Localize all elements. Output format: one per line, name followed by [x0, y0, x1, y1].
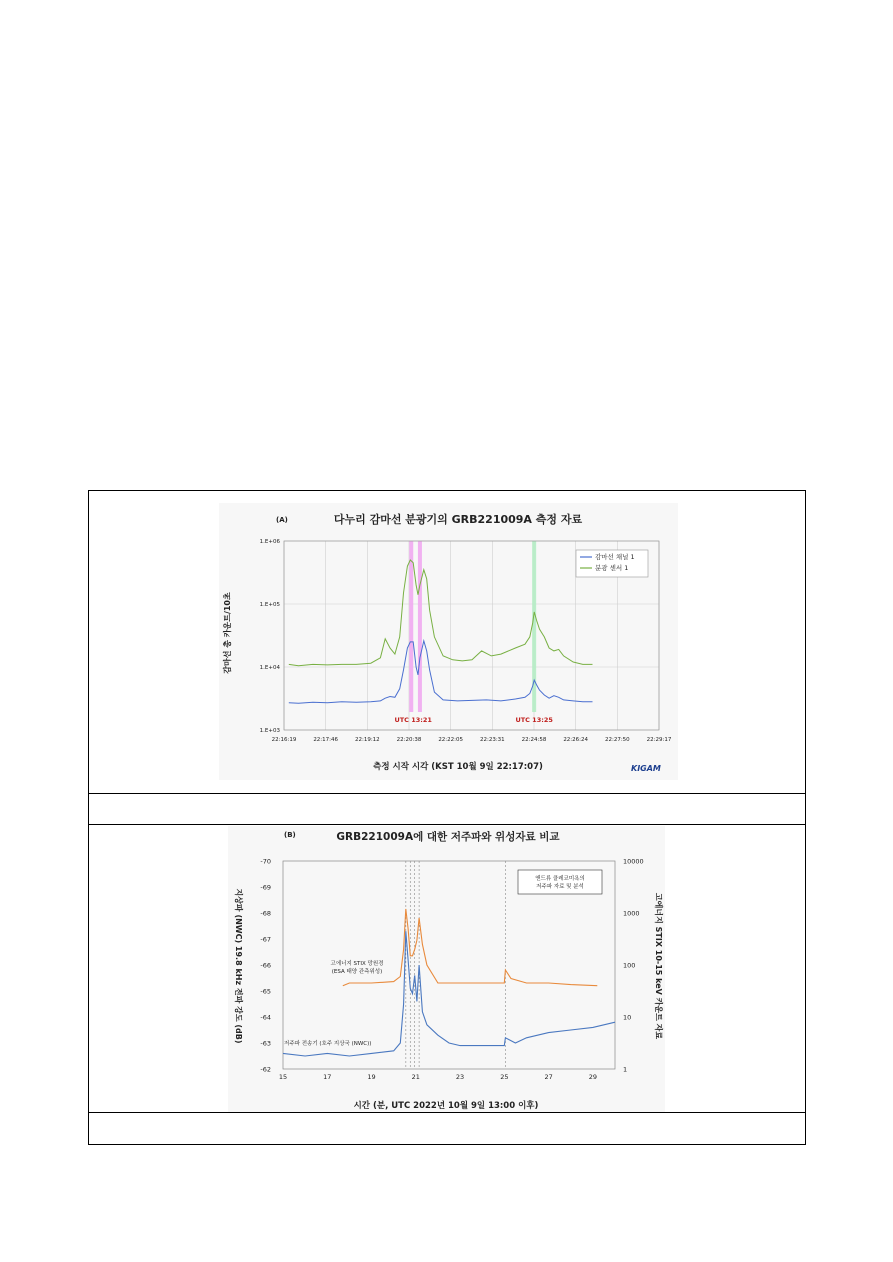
x-tick-label: 22:22:05 — [438, 737, 464, 743]
x-tick-label: 22:24:58 — [521, 737, 547, 743]
x-tick-label: 21 — [411, 1073, 420, 1081]
y-right-tick-label: 10000 — [623, 857, 644, 866]
chart-a-highlight-bands — [409, 541, 536, 712]
chart-a-legend — [576, 550, 648, 577]
y-right-tick-label: 100 — [623, 961, 636, 970]
chart-b-xlabel: 시간 (분, UTC 2022년 10월 9일 13:00 이후) — [353, 1101, 539, 1111]
y-tick-label: 1.E+06 — [259, 539, 280, 545]
x-tick-label: 22:19:12 — [354, 737, 380, 743]
y-left-tick-label: -70 — [260, 857, 271, 866]
chart-b-annotations — [284, 870, 602, 1047]
vlf-series-line — [283, 931, 615, 1056]
chart-b-title: GRB221009A에 대한 저주파와 위성자료 비교 — [336, 831, 560, 843]
chart-a-title: 다누리 감마선 분광기의 GRB221009A 측정 자료 — [333, 513, 583, 526]
highlight-band — [418, 541, 422, 712]
x-tick-label: 22:16:19 — [271, 737, 297, 743]
utc-annotation: UTC 13:25 — [515, 716, 553, 724]
chart-a — [219, 503, 678, 780]
row-divider — [89, 1112, 805, 1113]
y-tick-label: 1.E+05 — [259, 602, 280, 608]
x-tick-label: 22:17:46 — [313, 737, 339, 743]
y-right-tick-label: 10 — [623, 1013, 632, 1022]
y-left-tick-label: -63 — [260, 1039, 271, 1048]
x-tick-label: 17 — [323, 1073, 332, 1081]
row-divider — [89, 793, 805, 794]
utc-annotation: UTC 13:21 — [394, 716, 432, 724]
chart-a-series — [289, 560, 593, 703]
y-left-tick-label: -64 — [260, 1013, 271, 1022]
y-tick-label: 1.E+03 — [259, 728, 280, 734]
chart-b-ylabel-right: 고에너지 STIX 10-15 keV 카운트 자료 — [654, 892, 663, 1040]
legend-entry: 감마선 채널 1 — [595, 553, 635, 561]
chart-b-panel-label: (B) — [284, 831, 296, 839]
series-line — [289, 560, 593, 666]
x-tick-label: 23 — [455, 1073, 465, 1081]
chart-b — [228, 826, 665, 1112]
x-tick-label: 22:20:38 — [396, 737, 422, 743]
y-right-tick-label: 1000 — [623, 909, 640, 918]
x-tick-label: 22:26:24 — [563, 737, 589, 743]
y-tick-label: 1.E+04 — [259, 665, 280, 671]
chart-b-ylabel-left: 지상파 (NWC) 19.8 kHz 전파 강도 (dB) — [234, 888, 243, 1044]
legend-entry: 분광 센서 1 — [595, 564, 629, 572]
row-divider — [89, 824, 805, 825]
y-right-tick-label: 1 — [623, 1065, 628, 1074]
chart-a-panel — [219, 503, 678, 780]
y-left-tick-label: -65 — [260, 987, 271, 996]
x-tick-label: 29 — [588, 1073, 598, 1081]
x-tick-label: 15 — [278, 1073, 288, 1081]
chart-a-ylabel: 감마선 총 카운트/10초 — [223, 592, 232, 674]
x-tick-label: 19 — [367, 1073, 376, 1081]
y-left-tick-label: -67 — [260, 935, 271, 944]
stix-annotation: (ESA 태양 관측위성) — [331, 969, 383, 975]
x-tick-label: 22:29:17 — [646, 737, 672, 743]
chart-b-panel — [228, 826, 665, 1112]
y-left-tick-label: -66 — [260, 961, 271, 970]
chart-a-panel-label: (A) — [276, 516, 288, 524]
legend-box-text: 앤드류 클레코미욕의 — [535, 876, 585, 882]
chart-b-vertical-markers — [406, 861, 506, 1069]
chart-b-series — [283, 909, 615, 1056]
chart-a-xlabel: 측정 시작 시각 (KST 10월 9일 22:17:07) — [373, 762, 543, 772]
x-tick-label: 22:23:31 — [479, 737, 505, 743]
y-left-tick-label: -69 — [260, 883, 271, 892]
kigam-logo: KIGAM — [631, 764, 661, 773]
y-left-tick-label: -62 — [260, 1065, 271, 1074]
x-tick-label: 22:27:50 — [604, 737, 630, 743]
y-left-tick-label: -68 — [260, 909, 271, 918]
stix-annotation: 고에너지 STIX 망원경 — [330, 961, 384, 967]
chart-a-annotations — [394, 716, 553, 724]
legend-box-text: 저주파 자료 및 분석 — [536, 884, 584, 890]
highlight-band — [409, 541, 413, 712]
x-tick-label: 25 — [500, 1073, 509, 1081]
vlf-annotation: 저주파 전송기 (호주 지상국 (NWC)) — [284, 1041, 372, 1047]
x-tick-label: 27 — [544, 1073, 553, 1081]
legend-box — [518, 870, 602, 894]
